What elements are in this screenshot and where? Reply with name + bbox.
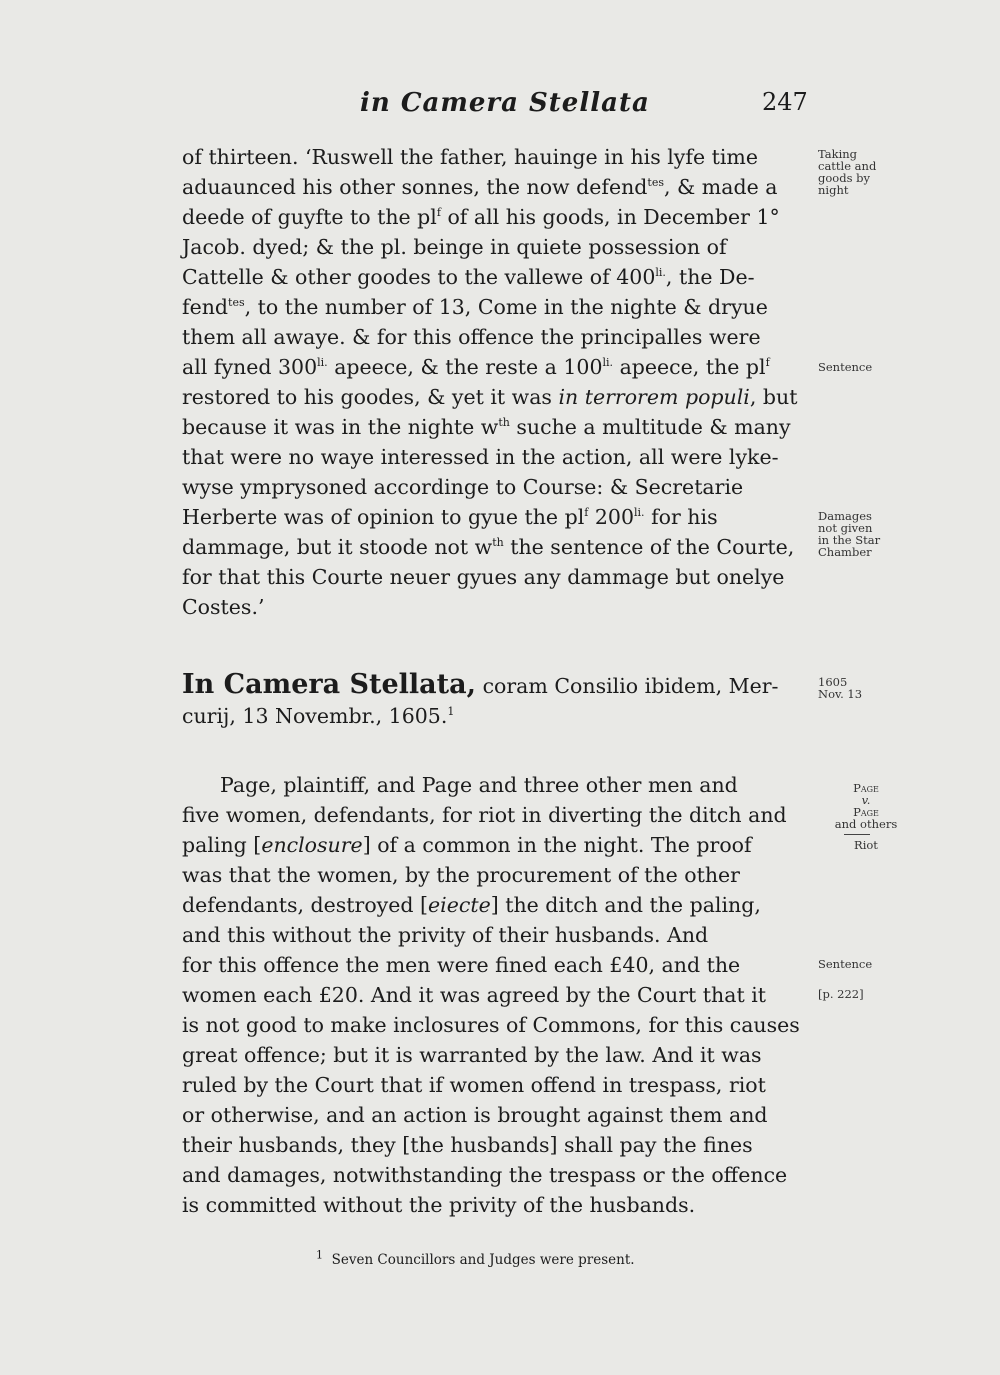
divider [844, 834, 870, 835]
section-heading [182, 670, 807, 731]
text-line: fend$^{tes}$, to the number of 13, Come in the nighte & dryue [182, 295, 768, 319]
margin-note-sentence: Sentence [818, 360, 873, 374]
text-line: deede of guyfte to the $pl^f$ of all his goods, in December 1° [182, 205, 780, 229]
margin-note-damages: Damages not given in the Star Chamber [818, 509, 881, 559]
margin-note-page-ref: [p. 222] [818, 987, 864, 1001]
text-line: Costes.’ [182, 595, 265, 619]
text-line: was that the women, by the procurement of the other [182, 863, 740, 887]
footnote [316, 1248, 635, 1268]
text-line: that were no waye interessed in the action, all were lyke- [182, 445, 779, 469]
page-number: 247 [762, 88, 808, 116]
margin-note-sentence-2: Sentence [818, 957, 873, 971]
text-line: aduaunced his other sonnes, the now defend$^{tes}$, & made a [182, 175, 778, 199]
paragraph-page-v-page [182, 770, 807, 1220]
text-line: for this offence the men were fined each £40, and the [182, 953, 741, 977]
text-line: Herberte was of opinion to gyue the $pl^f$ $200^{li.}$ for his [182, 505, 718, 529]
margin-note-riot: Riot [854, 838, 878, 852]
text-line: defendants, destroyed [eiecte] the ditch and the paling, [182, 893, 761, 917]
text-line: Cattelle & other goodes to the vallewe of $400^{li.}$, the De- [182, 265, 755, 289]
heading-blackletter: In Camera Stellata, [182, 669, 477, 700]
heading-line: curij, 13 Novembr., 1605.$^1$ [182, 704, 455, 728]
margin-note-case-title: Page v. Page and others Riot [826, 782, 906, 851]
text-line: dammage, but it stoode not $w^{th}$ the sentence of the Courte, [182, 535, 795, 559]
paragraph-ruswell [182, 142, 807, 622]
running-header-title: in Camera Stellata [360, 88, 650, 118]
margin-note-taking-cattle: Taking cattle and goods by night [818, 147, 877, 197]
text-line: women each £20. And it was agreed by the Court that it [182, 983, 767, 1007]
text-line: of thirteen. ‘Ruswell the father, hauinge in his lyfe time [182, 145, 758, 169]
footnote-text: Seven Councillors and Judges were present. [331, 1252, 635, 1268]
footnote-marker: 1 [316, 1248, 323, 1262]
text-line: paling [enclosure] of a common in the night. The proof [182, 833, 752, 857]
heading-line: In Camera Stellata, coram Consilio ibidem, Mer- [182, 669, 779, 700]
text-line: Jacob. dyed; & the pl. beinge in quiete possession of [182, 235, 727, 259]
text-line: them all awaye. & for this offence the principalles were [182, 325, 761, 349]
text-line: because it was in the nighte $w^{th}$ suche a multitude & many [182, 415, 791, 439]
text-line: is committed without the privity of the husbands. [182, 1193, 696, 1217]
text-line: great offence; but it is warranted by the law. And it was [182, 1043, 762, 1067]
text-line: all fyned $300^{li.}$ apeece, & the reste a $100^{li.}$ apeece, the $pl^f$ [182, 355, 770, 379]
text-line: is not good to make inclosures of Commons, for this causes [182, 1013, 800, 1037]
text-line: or otherwise, and an action is brought against them and [182, 1103, 768, 1127]
footnote-ref: 1 [447, 705, 455, 719]
text-line: five women, defendants, for riot in diverting the ditch and [182, 803, 787, 827]
text-line: their husbands, they [the husbands] shall pay the fines [182, 1133, 753, 1157]
margin-note-date: 1605 Nov. 13 [818, 675, 863, 701]
text-line: restored to his goodes, & yet it was in terrorem populi, but [182, 385, 798, 409]
text-line: ruled by the Court that if women offend in trespass, riot [182, 1073, 766, 1097]
text-line: for that this Courte neuer gyues any dammage but onelye [182, 565, 785, 589]
text-line: and damages, notwithstanding the trespass or the offence [182, 1163, 788, 1187]
text-line: and this without the privity of their husbands. And [182, 923, 709, 947]
text-line: Page, plaintiff, and Page and three other men and [220, 773, 738, 797]
text-line: wyse ymprysoned accordinge to Course: & Secretarie [182, 475, 744, 499]
